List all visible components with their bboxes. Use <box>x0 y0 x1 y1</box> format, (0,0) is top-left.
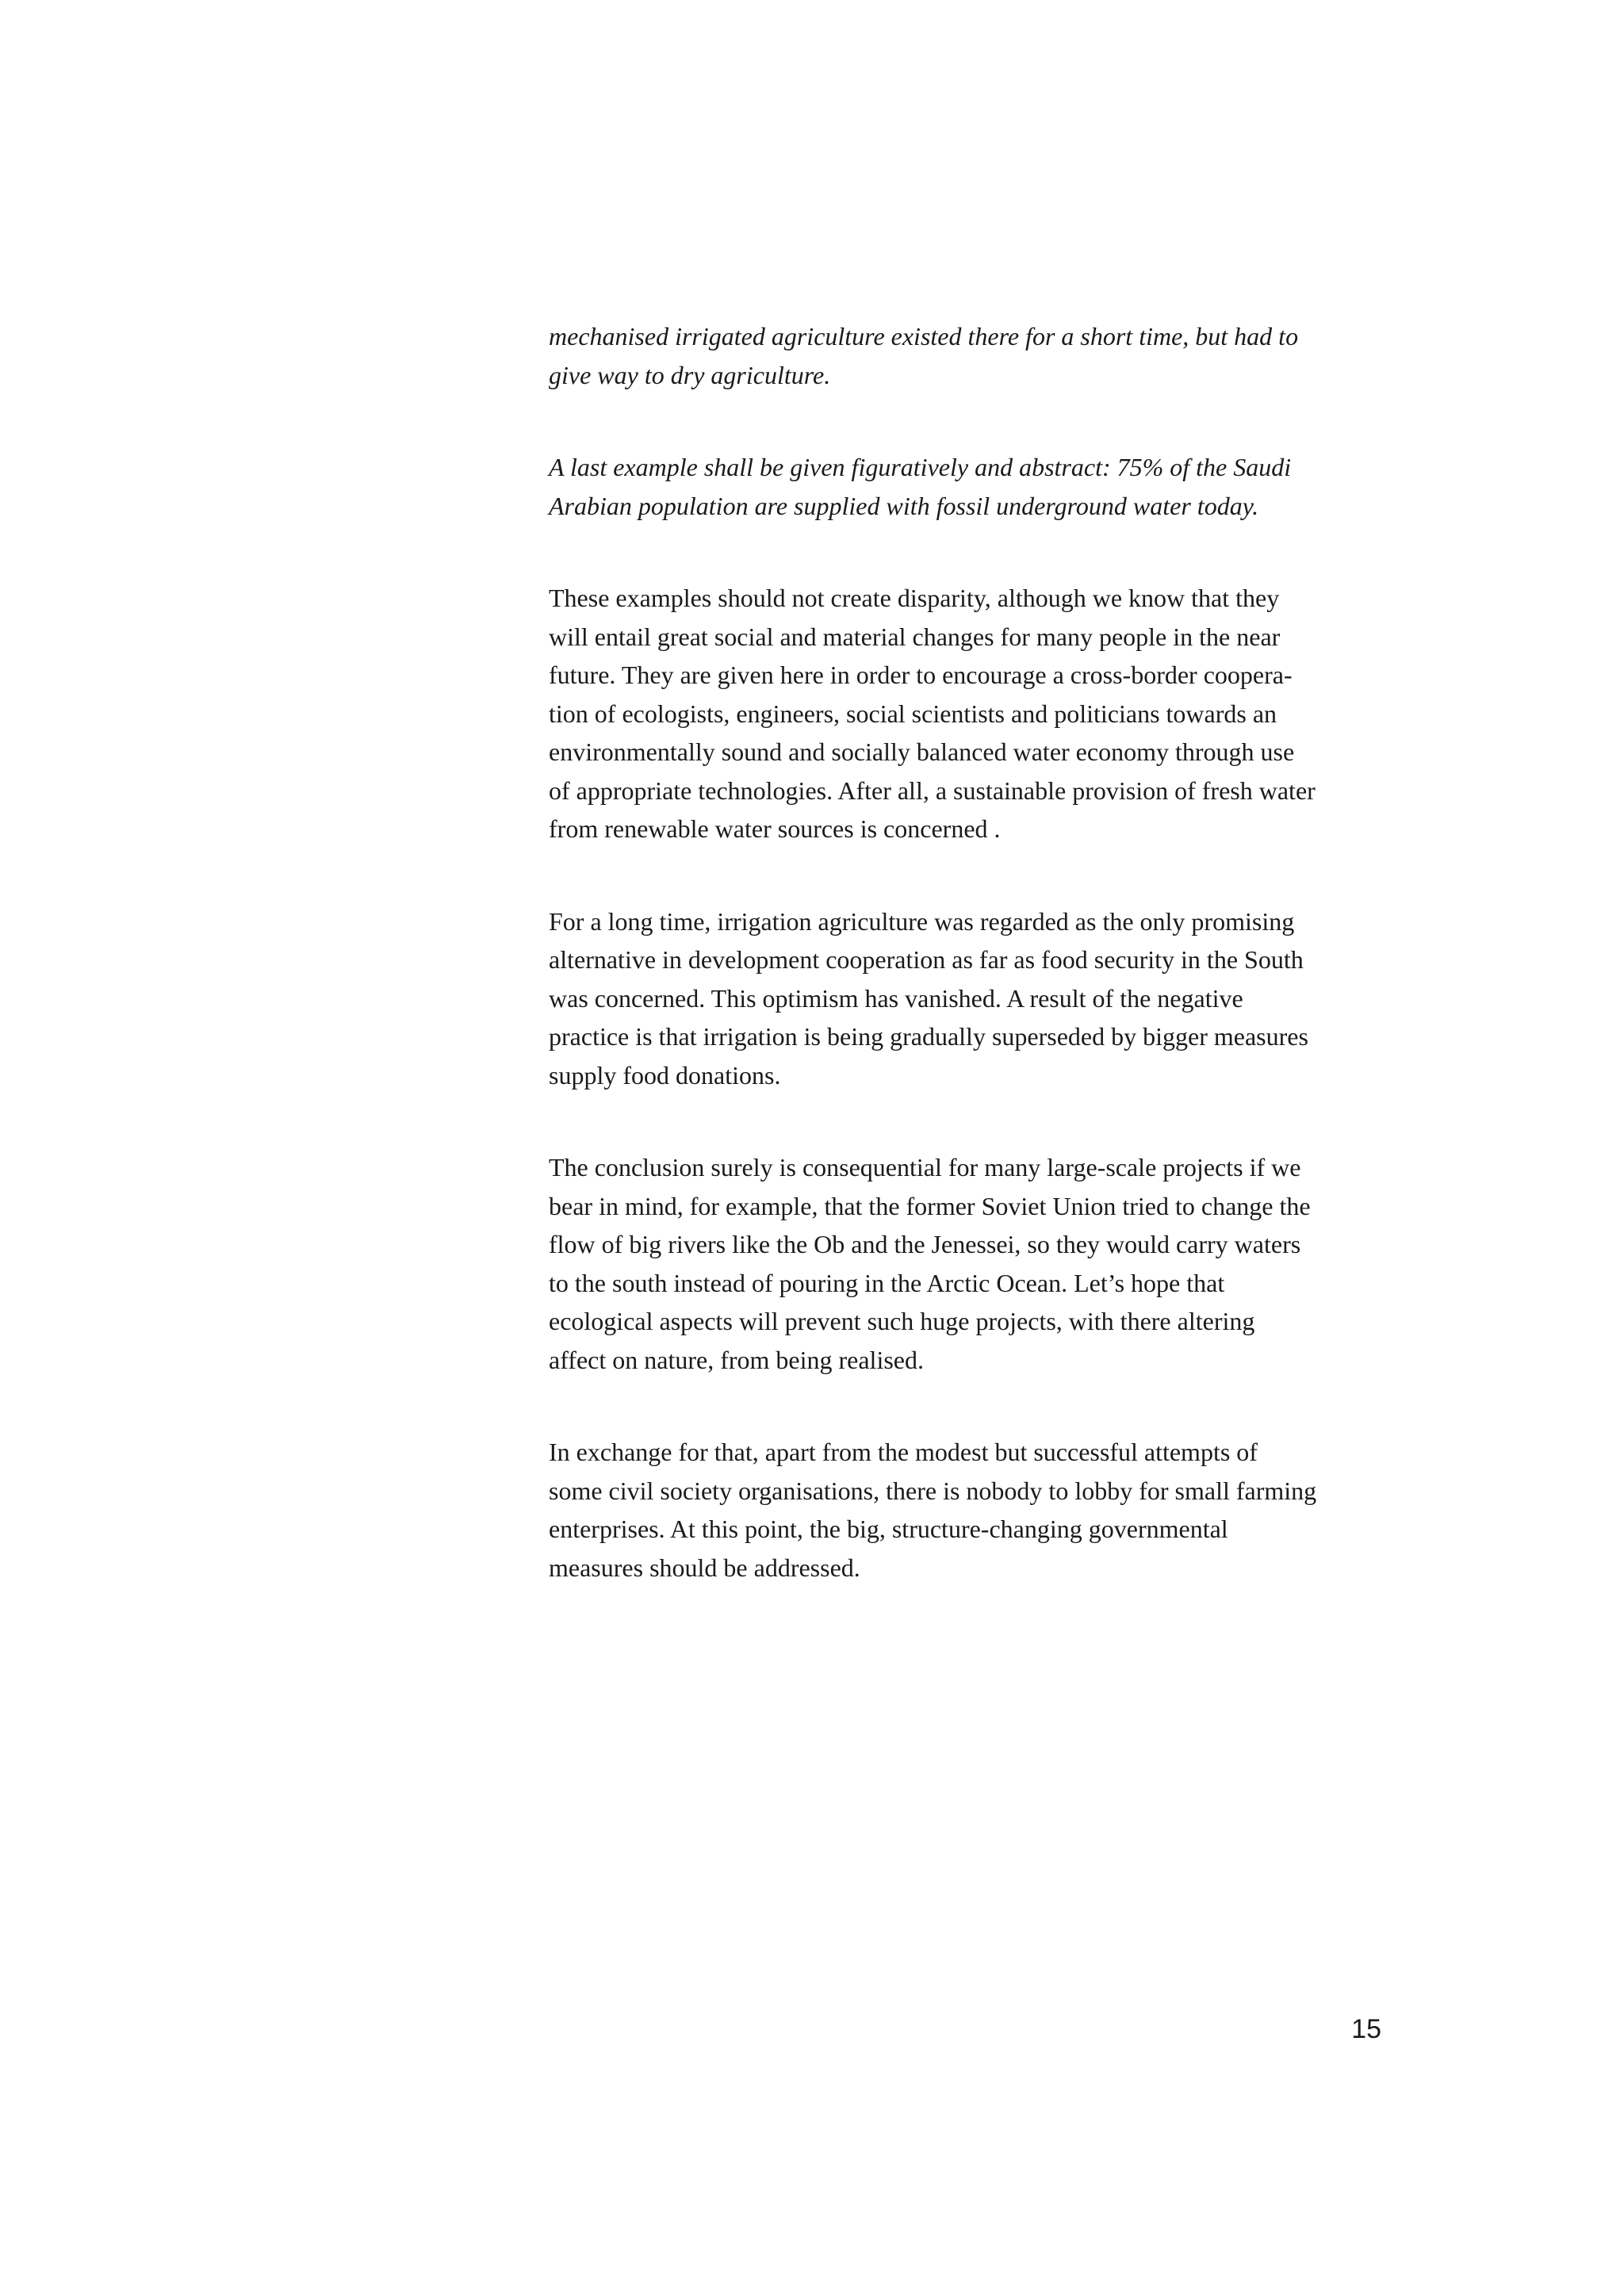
paragraph-4: For a long time, irrigation agriculture was regarded as the only promising alternative in development cooperation as far as food security in the South was concerned. This optimism has vanished. A result of the negative practice is that irrigation is being gradually superseded by bigger measures supply food donations. <box>549 906 1308 1090</box>
paragraph-6: In exchange for that, apart from the modest but successful attempts of some civil society organisations, there is nobody to lobby for small farming enterprises. At this point, the big, structure-changing governmental measures should be addressed. <box>549 1438 1317 1582</box>
paragraph-3: These examples should not create disparity, although we know that they will entail great social and material changes for many people in the near future. They are given here in order to encourage a cross-border coopera- tion of ecologists, engineers, social scientists and politicians towards an environmentally sound and socially balanced water economy through use of appropriate technologies. After all, a sustainable provision of fresh water from renewable water sources is concerned . <box>549 584 1316 843</box>
paragraph-italic-2: A last example shall be given figuratively and abstract: 75% of the Saudi Arabian population are supplied with fossil underground water today. <box>549 453 1292 520</box>
body-text <box>549 317 1389 1641</box>
page-number: 15 <box>1351 2014 1381 2044</box>
paragraph-5: The conclusion surely is consequential for many large-scale projects if we bear in mind, for example, that the former Soviet Union tried to change the flow of big rivers like the Ob and the Jenessei, so they would carry waters to the south instead of pouring in the Arctic Ocean. Let’s hope that ecological aspects will prevent such huge projects, with there altering affect on nature, from being realised. <box>549 1153 1311 1374</box>
paragraph-italic-1: mechanised irrigated agriculture existed there for a short time, but had to give way to dry agriculture. <box>549 322 1299 389</box>
